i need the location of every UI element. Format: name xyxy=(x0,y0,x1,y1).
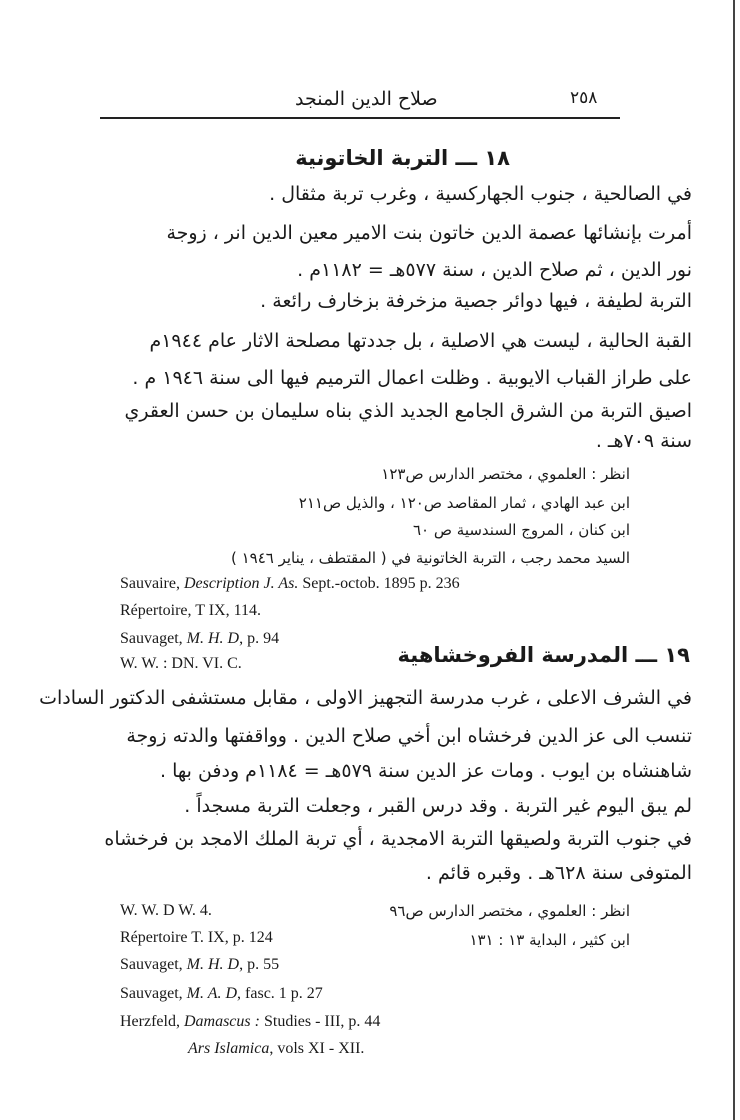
section-18-line: على طراز القباب الايوبية . وظلت اعمال الترميم فيها الى سنة ١٩٤٦ م . xyxy=(132,367,692,389)
header-rule xyxy=(100,117,620,119)
section-18-reference: Sauvaget, M. H. D, p. 94 xyxy=(120,630,280,647)
section-19-line: في جنوب التربة ولصيقها التربة الامجدية ، أي تربة الملك الامجد بن فرخشاه xyxy=(104,828,692,850)
section-19-line: تنسب الى عز الدين فرخشاه ابن أخي صلاح الدين . وواقفتها والدته زوجة xyxy=(126,725,692,747)
section-19-reference: Sauvaget, M. A. D, fasc. 1 p. 27 xyxy=(120,985,323,1002)
section-19-line: لم يبق اليوم غير التربة . وقد درس القبر ، وجعلت التربة مسجداً . xyxy=(184,795,692,817)
section-18-line: اصيق التربة من الشرق الجامع الجديد الذي بناه سليمان بن حسن العقري xyxy=(124,400,692,422)
section-18-reference: Répertoire, T IX, 114. xyxy=(120,602,262,619)
section-18-line: التربة لطيفة ، فيها دوائر جصية مزخرفة بزخارف رائعة . xyxy=(260,290,692,312)
section-18-arabic-note: السيد محمد رجب ، التربة الخاتونية في ( المقتطف ، يناير ١٩٤٦ ) xyxy=(230,549,630,567)
section-19-reference: Sauvaget, M. H. D, p. 55 xyxy=(120,956,280,973)
section-19-line: في الشرف الاعلى ، غرب مدرسة التجهيز الاولى ، مقابل مستشفى الدكتور السادات xyxy=(39,687,692,709)
running-header xyxy=(100,84,620,124)
page-number: ٢٥٨ xyxy=(570,88,598,108)
section-19-arabic-note: ابن كثير ، البداية ١٣ : ١٣١ xyxy=(469,931,630,949)
section-19-reference: Répertoire T. IX, p. 124 xyxy=(120,929,273,946)
section-19-reference: Herzfeld, Damascus : Studies - III, p. 44 xyxy=(120,1013,381,1030)
section-18-arabic-note: ابن عبد الهادي ، ثمار المقاصد ص١٢٠ ، والذيل ص٢١١ xyxy=(298,494,630,512)
section-18-arabic-note: ابن كنان ، المروج السندسية ص ٦٠ xyxy=(413,521,630,539)
section-18-heading: ١٨ ـــ التربة الخاتونية xyxy=(295,146,510,170)
section-19-reference: Ars Islamica, vols XI - XII. xyxy=(188,1040,365,1057)
section-18-line: أمرت بإنشائها عصمة الدين خاتون بنت الامير معين الدين انر ، زوجة xyxy=(166,222,692,244)
section-18-reference: Sauvaire, Description J. As. Sept.-octob. 1895 p. 236 xyxy=(120,575,460,592)
section-19-line: المتوفى سنة ٦٢٨هـ . وقبره قائم . xyxy=(425,862,692,884)
section-19-arabic-note: انظر : العلموي ، مختصر الدارس ص٩٦ xyxy=(389,902,630,920)
section-19-heading: ١٩ ـــ المدرسة الفروخشاهية xyxy=(397,643,690,667)
section-18-line: نور الدين ، ثم صلاح الدين ، سنة ٥٧٧هـ = ١١٨٢م . xyxy=(297,259,692,281)
section-19-reference: W. W. D W. 4. xyxy=(120,902,212,919)
header-title: صلاح الدين المنجد xyxy=(295,88,438,110)
page-edge-line xyxy=(733,0,735,1120)
section-19-line: شاهنشاه بن ايوب . ومات عز الدين سنة ٥٧٩هـ = ١١٨٤م ودفن بها . xyxy=(159,760,692,782)
section-18-arabic-note: انظر : العلموي ، مختصر الدارس ص١٢٣ xyxy=(381,465,630,483)
section-18-reference: W. W. : DN. VI. C. xyxy=(120,655,242,672)
section-18-line: القبة الحالية ، ليست هي الاصلية ، بل جددتها مصلحة الاثار عام ١٩٤٤م xyxy=(149,330,692,352)
section-18-line: في الصالحية ، جنوب الجهاركسية ، وغرب تربة مثقال . xyxy=(269,183,692,205)
section-18-line: سنة ٧٠٩هـ . xyxy=(595,430,692,452)
